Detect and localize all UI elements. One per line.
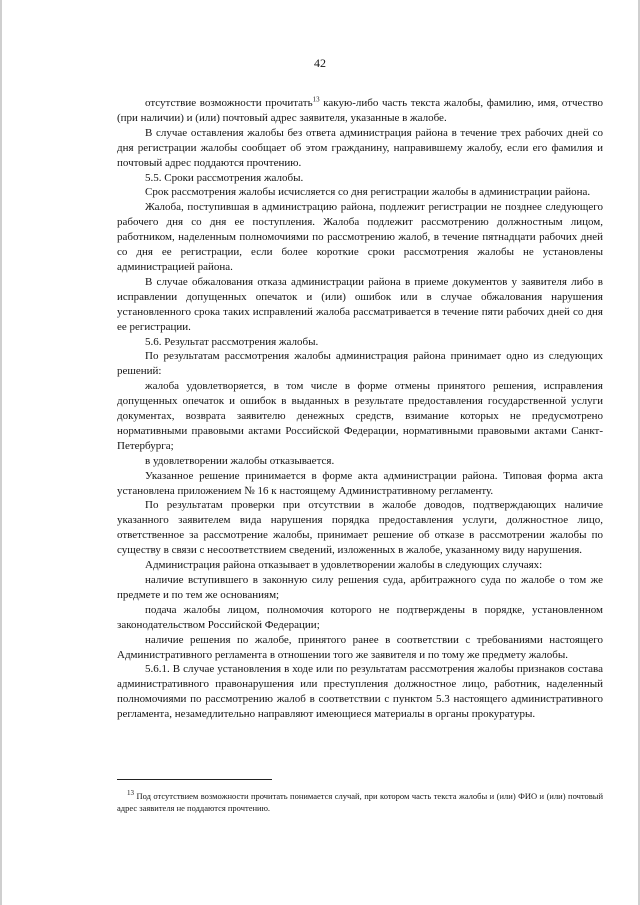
paragraph-15: подача жалобы лицом, полномочия которого не подтверждены в порядке, установленном законодательством Российской Федерации; [117, 603, 603, 631]
paragraph-17: 5.6.1. В случае установления в ходе или по результатам рассмотрения жалобы признаков состава административного правонарушения или преступления должностное лицо, работник, наделенный полномочиями по рассмотрению жалоб в соответствии с пунктом 5.3 настоящего административного регламента, незамедлительно направляют имеющиеся материалы в органы прокуратуры. [117, 663, 603, 721]
paragraph-8: По результатам рассмотрения жалобы администрация района принимает одно из следующих решений: [117, 350, 603, 378]
paragraph-1: отсутствие возможности прочитать$^{13}$ какую-либо часть текста жалобы, фамилию, имя, отчество (при наличии) и (или) почтовый адрес заявителя, указанные в жалобе. [117, 95, 604, 124]
document-body [117, 96, 603, 722]
footnote-text: Под отсутствием возможности прочитать понимается случай, при котором часть текста жалобы и (или) ФИО и (или) почтовый адрес заявителя не поддаются прочтению. [117, 791, 603, 813]
paragraph-6: В случае обжалования отказа администрации района в приеме документов у заявителя либо в исправлении допущенных опечаток и (или) ошибок или в случае обжалования нарушения установленного срока таких исправлений жалоба рассматривается в течение пяти рабочих дней со дня ее регистрации. [117, 275, 603, 333]
scan-edge-left [0, 0, 2, 905]
paragraph-2: В случае оставления жалобы без ответа администрация района в течение трех рабочих дней со дня регистрации жалобы сообщает об этом гражданину, направившему жалобу, если его фамилия и почтовый адрес поддаются прочтению. [117, 126, 603, 169]
paragraph-16: наличие решения по жалобе, принятого ранее в соответствии с требованиями настоящего Административного регламента в отношении того же заявителя и по тому же предмету жалобы. [117, 633, 603, 661]
paragraph-12: По результатам проверки при отсутствии в жалобе доводов, подтверждающих наличие указанного заявителем вида нарушения порядка предоставления услуги, должностное лицо, ответственное за рассмотрение жалобы, принимает решение об отказе в рассмотрении жалобы по существу в связи с несоответствием сведений, изложенных в жалобе, указанному виду нарушения. [117, 499, 603, 557]
footnote-mark: 13 [127, 789, 134, 798]
section-heading-5-5: 5.5. Сроки рассмотрения жалобы. [145, 171, 304, 184]
footnote-divider [117, 779, 272, 780]
paragraph-5: Жалоба, поступившая в администрацию района, подлежит регистрации не позднее следующего рабочего дня со дня ее поступления. Жалоба подлежит рассмотрению должностным лицом, работником, наделенным полномочиями по рассмотрению жалоб, в течение пятнадцати рабочих дней со дня ее регистрации, если более короткие сроки рассмотрения жалобы не установлены администрацией района. [117, 201, 603, 273]
page-number: 42 [314, 56, 326, 70]
paragraph-9: жалоба удовлетворяется, в том числе в форме отмены принятого решения, исправления допущенных опечаток и ошибок в выданных в результате предоставления государственной услуги документах, возврата заявителю денежных средств, взимание которых не предусмотрено нормативными правовыми актами Российской Федерации, нормативными правовыми актами Санкт-Петербурга; [117, 380, 603, 452]
footnote-ref: 13 [312, 95, 320, 104]
paragraph-10: в удовлетворении жалобы отказывается. [145, 454, 335, 467]
paragraph-11: Указанное решение принимается в форме акта администрации района. Типовая форма акта установлена приложением № 16 к настоящему Административному регламенту. [117, 469, 603, 497]
paragraph-13: Администрация района отказывает в удовлетворении жалобы в следующих случаях: [145, 559, 543, 572]
footnote [117, 790, 603, 814]
section-heading-5-6: 5.6. Результат рассмотрения жалобы. [145, 335, 319, 348]
paragraph-14: наличие вступившего в законную силу решения суда, арбитражного суда по жалобе о том же предмете и по тем же основаниям; [117, 574, 603, 601]
paragraph-4: Срок рассмотрения жалобы исчисляется со дня регистрации жалобы в администрации района. [145, 186, 591, 199]
